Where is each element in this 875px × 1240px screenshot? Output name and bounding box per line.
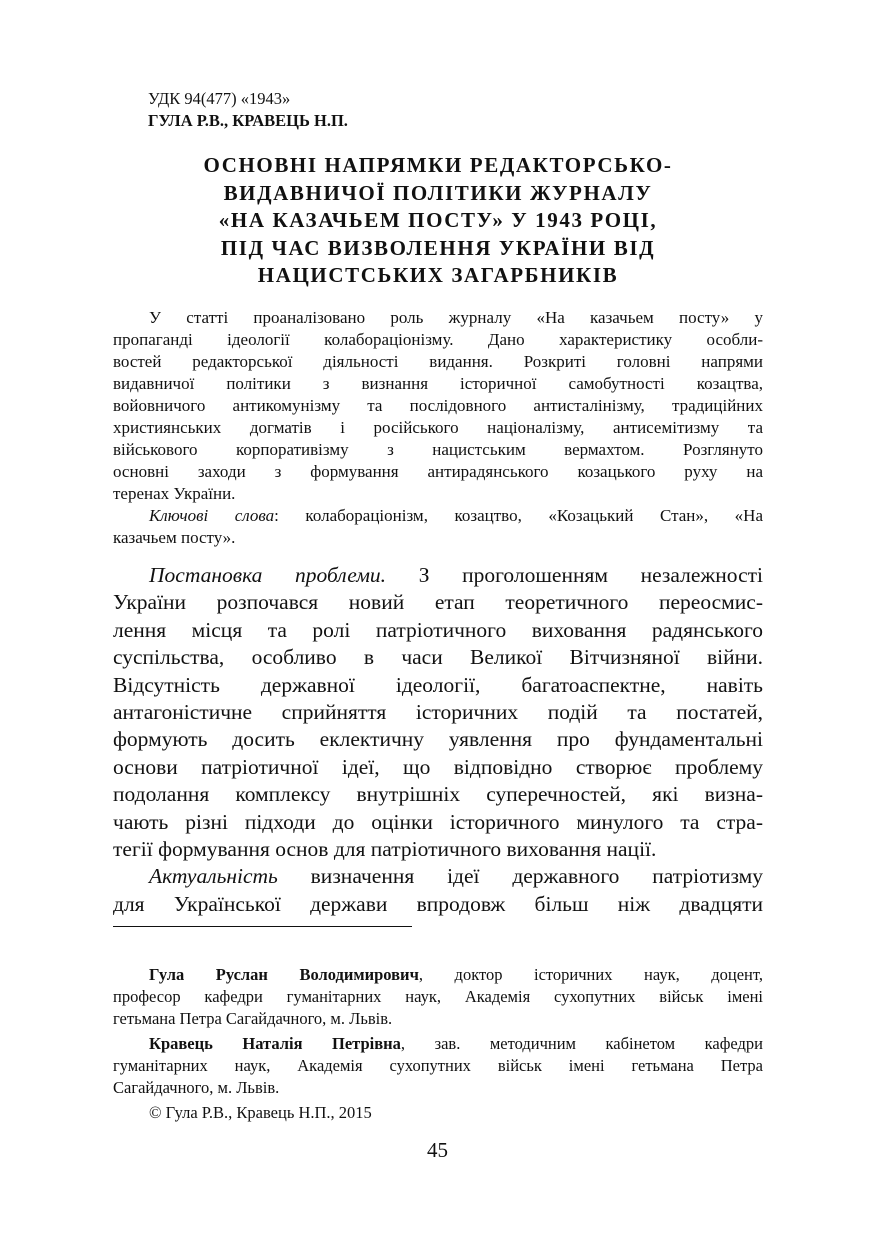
title-line: НАЦИСТСЬКИХ ЗАГАРБНИКІВ [257,263,619,287]
author1-name: Гула Руслан Володимирович [149,965,419,984]
body-line [113,863,763,890]
body-line: для Української держави впродовж більш ніж двадцяти [113,891,763,916]
footnote-divider [113,926,412,927]
abstract-line: пропаганді ідеології колабораціонізму. Дано характеристику особли- [113,330,763,349]
title-line: ВИДАВНИЧОЇ ПОЛІТИКИ ЖУРНАЛУ [223,180,653,205]
footnote-line [113,1033,763,1055]
lead-relevance: Актуальність [149,864,278,889]
body-line [113,562,763,589]
page-number: 45 [427,1138,448,1162]
authors-header: ГУЛА Р.В., КРАВЕЦЬ Н.П. [148,111,348,130]
footnotes [113,964,763,1124]
footnote-line: Сагайдачного, м. Львів. [113,1078,280,1097]
footnote-line: гетьмана Петра Сагайдачного, м. Львів. [113,1009,393,1028]
body-text: визначення ідеї державного патріотизму [277,864,763,889]
body-line: тегії формування основ для патріотичного виховання нації. [113,837,657,862]
abstract-line: основні заходи з формування антирадянського козацького руху на [113,462,763,481]
footnote-text: , доктор історичних наук, доцент, [418,965,763,984]
body-line: чають різні підходи до оцінки історичного минулого та стра- [113,809,763,834]
keywords-label: Ключові слова [149,506,275,525]
abstract-line: войовничого антикомунізму та послідовного антисталінізму, традиційних [113,396,763,415]
abstract-line: військового корпоративізму з нацистським вермахтом. Розглянуто [113,440,763,459]
footnote-line [113,964,763,986]
footnote-line: гуманітарних наук, Академія сухопутних військ імені гетьмана Петра [113,1056,763,1075]
title-line: «НА КАЗАЧЬЕМ ПОСТУ» У 1943 РОЦІ, [218,208,658,232]
keywords-line: казачьем посту». [113,528,236,547]
body-text: З проголошенням незалежності [386,563,763,587]
abstract-line: теренах України. [113,484,236,503]
keywords-line [113,505,763,527]
body-line: лення місця та ролі патріотичного виховання радянського [113,617,763,642]
keywords-text: : колабораціонізм, козацтво, «Козацький Стан», «На [274,506,763,525]
body-line: України розпочався новий етап теоретичного переосмис- [113,590,763,615]
title-line: ОСНОВНІ НАПРЯМКИ РЕДАКТОРСЬКО- [203,153,673,177]
copyright: © Гула Р.В., Кравець Н.П., 2015 [149,1103,372,1122]
body-line: основи патріотичної ідеї, що відповідно створює проблему [113,754,763,779]
author2-name: Кравець Наталія Петрівна [149,1034,401,1053]
abstract-line: християнських догматів і російського націоналізму, антисемітизму та [113,418,763,437]
body-line: Відсутність державної ідеології, багатоаспектне, навіть [113,672,763,697]
footnote-line: професор кафедри гуманітарних наук, Академія сухопутних військ імені [113,987,763,1006]
footnote-text: , зав. методичним кабінетом кафедри [400,1034,763,1053]
abstract-line: видавничої політики з визнання історичної самобутності козацтва, [113,374,763,393]
abstract [113,307,763,549]
main-text [113,562,763,918]
udk-code: УДК 94(477) «1943» [148,89,291,108]
body-line: антагоністичне сприйняття історичних подій та постатей, [113,700,763,725]
body-line: подолання комплексу внутрішніх суперечностей, які визна- [113,782,763,807]
abstract-line: востей редакторської діяльності видання. Розкриті головні напрями [113,352,763,371]
abstract-line: У статті проаналізовано роль журналу «На казачьем посту» у [149,308,763,327]
body-line: суспільства, особливо в часи Великої Вітчизняної війни. [113,645,763,670]
title-line: ПІД ЧАС ВИЗВОЛЕННЯ УКРАЇНИ ВІД [220,235,656,260]
article-title [113,152,763,290]
lead-problem: Постановка проблеми. [149,563,387,587]
body-line: формують досить еклектичну уявлення про фундаментальні [113,727,763,752]
